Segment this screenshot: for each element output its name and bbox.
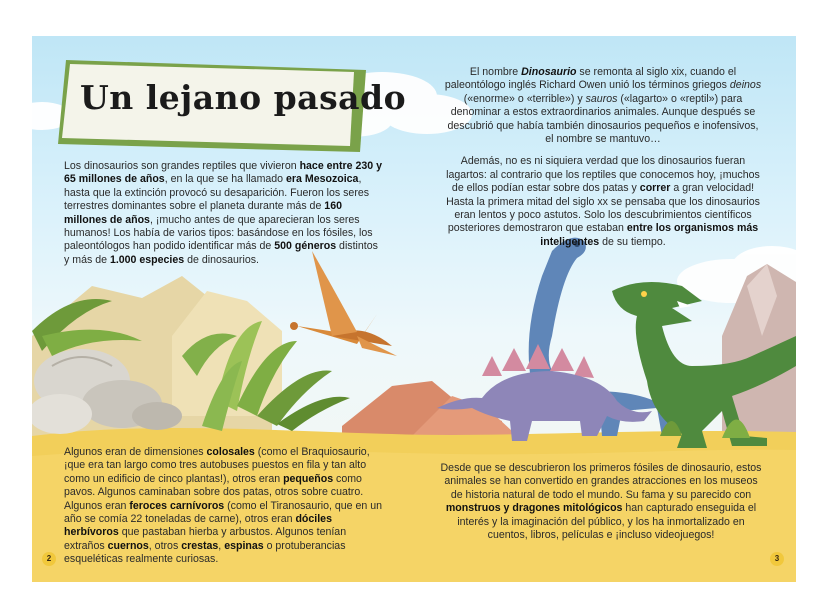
bold-run: entre los organismos más inteligentes [540, 222, 759, 248]
dimensions-paragraph: Algunos eran de dimensiones colosales (como el Braquiosaurio, ¡que era tan largo como tres autobuses puestos en fila y tan alto como un edificio de cinco plantas!), otros eran pequeños como pavos. Algunos caminaban sobre dos patas, otros sobre cuatro. Algunos eran feroces carnívoros (como el Tiranosaurio, que en un año se comía 22 toneladas de carne), otros eran dóciles herbívoros que pastaban hierba y arbustos. Algunos tenían extraños cuernos, otros crestas, espinas o protuberancias esqueléticas realmente curiosas. [64, 446, 383, 566]
name-origin-paragraph: El nombre Dinosaurio se remonta al siglo xix, cuando el paleontólogo inglés Richard Owen unió los términos griegos deinos («enorme» o «terrible») y sauros («lagarto» o «reptil») para denominar a estos extraordinarios animales. Aunque después se descubrió que había también dinosaurios pequeños e inofensivos, el nombre se mantuvo… [444, 66, 762, 146]
book-spread [32, 36, 796, 582]
bold-run: 500 géneros [274, 240, 337, 253]
bold-run: crestas [181, 539, 219, 552]
bold-run: Dinosaurio [521, 66, 577, 78]
page-title: Un lejano pasado [80, 78, 407, 117]
page-number-left: 2 [42, 552, 56, 566]
bold-run: monstruos y dragones mitológicos [445, 502, 623, 515]
bold-run: hace entre 230 y 65 millones de años [64, 160, 383, 186]
bold-run: pequeños [283, 472, 334, 485]
bold-run: feroces carnívoros [129, 499, 225, 512]
bold-run: dóciles herbívoros [64, 513, 332, 539]
bold-run: 160 millones de años [64, 200, 342, 226]
bold-run: cuernos [107, 539, 149, 552]
bold-run: 1.000 especies [109, 253, 185, 266]
page-number-right: 3 [770, 552, 784, 566]
bold-run: era Mesozoica [286, 173, 359, 186]
name-origin-text [442, 66, 764, 249]
italic-run: sauros [585, 92, 618, 105]
bold-run: correr [639, 182, 671, 195]
popularity-paragraph: Desde que se descubrieron los primeros fósiles de dinosaurio, estos animales se han convertido en grandes atracciones en los museos de historia natural de todo el mundo. Su fama y su parecido con monstruos y dragones mitológicos han capturado enseguida el interés y la imaginación del público, y los ha inmortalizado en cuentos, libros, películas e ¡incluso videojuegos! [440, 462, 762, 542]
italic-run: deinos [729, 79, 762, 92]
intro-paragraph: Los dinosaurios son grandes reptiles que vivieron hace entre 230 y 65 millones de años, en la que se ha llamado era Mesozoica, hasta que la extinción provocó su desaparición. Fueron los seres terrestres dominantes sobre el planeta durante más de 160 millones de años, ¡mucho antes de que aparecieran los seres humanos! Los había de varios tipos: basándose en los fósiles, los paleontólogos han podido identificar más de 500 géneros distintos y más de 1.000 especies de dinosaurios. [64, 160, 383, 266]
bold-run: colosales [206, 446, 255, 458]
bold-run: espinas [224, 539, 264, 552]
intelligence-paragraph: Además, no es ni siquiera verdad que los dinosaurios fueran lagartos: al contrario que los reptiles que conocemos hoy, ¡muchos de ellos podían estar sobre dos patas y correr a gran velocidad! Hasta la primera mitad del siglo xx se pensaba que los dinosaurios eran lentos y poco astutos. Solo los descubrimientos científicos posteriores demostraron que estaban entre los organismos más inteligentes de su tiempo. [446, 155, 760, 248]
